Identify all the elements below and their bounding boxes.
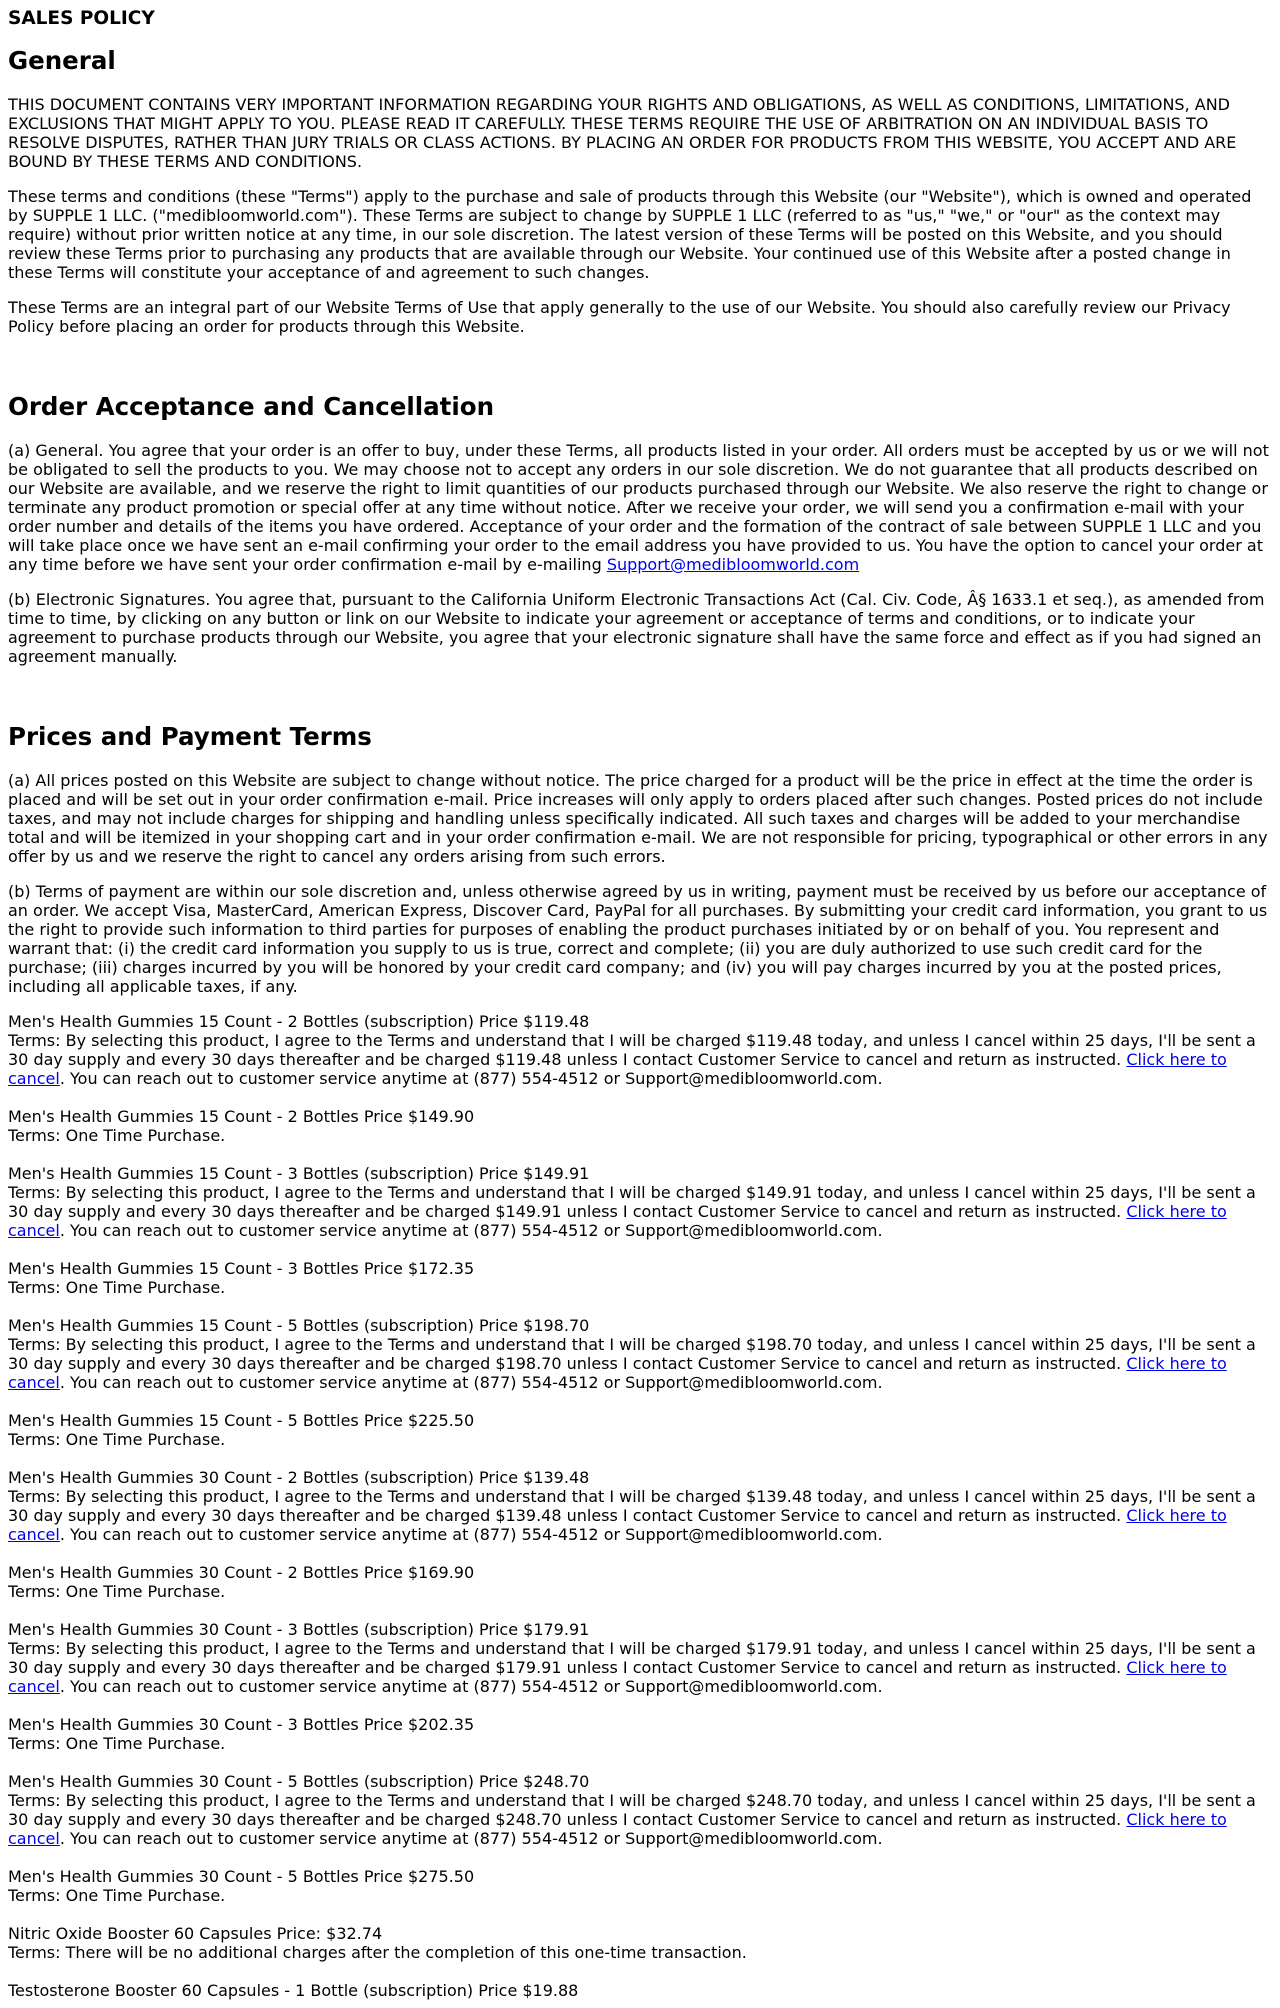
product-terms	[8, 1031, 1272, 1088]
product-terms	[8, 1183, 1272, 1240]
product-terms	[8, 1886, 1272, 1905]
product-title: Men's Health Gummies 30 Count - 3 Bottles Price $202.35	[8, 1715, 475, 1734]
product-contact-text: . You can reach out to customer service anytime at (877) 554-4512 or Support@medibloomworld.com.	[59, 1829, 883, 1848]
product-terms-text: Terms: By selecting this product, I agree to the Terms and understand that I will be charged $198.70 today, and unless I cancel within 25 days, I'll be sent a 30 day supply and every 30 days thereafter and be charged $198.70 unless I contact Customer Service to cancel and return as instructed.	[8, 1335, 1256, 1373]
product-entry	[8, 1164, 1272, 1240]
product-entry	[8, 1107, 1272, 1145]
product-terms	[8, 1582, 1272, 1601]
product-terms-text: Terms: One Time Purchase.	[8, 1278, 226, 1297]
product-contact-text: . You can reach out to customer service anytime at (877) 554-4512 or Support@medibloomworld.com.	[59, 1525, 883, 1544]
cancel-link[interactable]: Click here to cancel	[8, 1354, 1227, 1392]
product-contact-text: . You can reach out to customer service anytime at (877) 554-4512 or Support@medibloomworld.com.	[59, 1677, 883, 1696]
product-title: Men's Health Gummies 15 Count - 3 Bottles (subscription) Price $149.91	[8, 1164, 590, 1183]
support-email-link[interactable]: Support@medibloomworld.com	[606, 555, 860, 574]
order-paragraph-signatures: (b) Electronic Signatures. You agree that, pursuant to the California Uniform Electronic Transactions Act (Cal. Civ. Code, Â§ 1633.1 et seq.), as amended from time to time, by clicking on any button or link on our Website to indicate your agreement or acceptance of terms and conditions, or to indicate your agreement to purchase products through our Website, you agree that your electronic signature shall have the same force and effect as if you had signed an agreement manually.	[8, 590, 1265, 666]
product-terms	[8, 1734, 1272, 1753]
general-paragraph-1: THIS DOCUMENT CONTAINS VERY IMPORTANT INFORMATION REGARDING YOUR RIGHTS AND OBLIGATIONS, AS WELL AS CONDITIONS, LIMITATIONS, AND EXCLUSIONS THAT MIGHT APPLY TO YOU. PLEASE READ IT CAREFULLY. THESE TERMS REQUIRE THE USE OF ARBITRATION ON AN INDIVIDUAL BASIS TO RESOLVE DISPUTES, RATHER THAN JURY TRIALS OR CLASS ACTIONS. BY PLACING AN ORDER FOR PRODUCTS FROM THIS WEBSITE, YOU ACCEPT AND ARE BOUND BY THESE TERMS AND CONDITIONS.	[8, 95, 1237, 171]
product-entry	[8, 1772, 1272, 1848]
product-title: Men's Health Gummies 15 Count - 3 Bottles Price $172.35	[8, 1259, 475, 1278]
cancel-link[interactable]: Click here to cancel	[8, 1506, 1227, 1544]
product-terms-text: Terms: There will be no additional charges after the completion of this one-time transaction.	[8, 1943, 747, 1962]
cancel-link[interactable]: Click here to cancel	[8, 1810, 1227, 1848]
general-paragraph-3: These Terms are an integral part of our Website Terms of Use that apply generally to the use of our Website. You should also carefully review our Privacy Policy before placing an order for products through this Website.	[8, 298, 1231, 336]
cancel-link[interactable]: Click here to cancel	[8, 1050, 1227, 1088]
product-terms	[8, 1278, 1272, 1297]
cancel-link[interactable]: Click here to cancel	[8, 1202, 1227, 1240]
product-entry	[8, 1012, 1272, 1088]
product-terms-text: Terms: One Time Purchase.	[8, 1126, 226, 1145]
product-terms-text: Terms: By selecting this product, I agree to the Terms and understand that I will be charged $149.91 today, and unless I cancel within 25 days, I'll be sent a 30 day supply and every 30 days thereafter and be charged $149.91 unless I contact Customer Service to cancel and return as instructed.	[8, 1183, 1256, 1221]
product-contact-text: . You can reach out to customer service anytime at (877) 554-4512 or Support@medibloomworld.com.	[59, 1069, 883, 1088]
cancel-link[interactable]: Click here to cancel	[8, 1658, 1227, 1696]
product-terms-text: Terms: One Time Purchase.	[8, 1582, 226, 1601]
product-contact-text: . You can reach out to customer service anytime at (877) 554-4512 or Support@medibloomworld.com.	[59, 1221, 883, 1240]
product-title: Nitric Oxide Booster 60 Capsules Price: $32.74	[8, 1924, 383, 1943]
product-terms	[8, 1943, 1272, 1962]
general-paragraph-2: These terms and conditions (these "Terms") apply to the purchase and sale of products through this Website (our "Website"), which is owned and operated by SUPPLE 1 LLC. ("medibloomworld.com"). These Terms are subject to change by SUPPLE 1 LLC (referred to as "us," "we," or "our" as the context may require) without prior written notice at any time, in our sole discretion. The latest version of these Terms will be posted on this Website, and you should review these Terms prior to purchasing any products that are available through our Website. Your continued use of this Website after a posted change in these Terms will constitute your acceptance of and agreement to such changes.	[8, 187, 1252, 282]
product-terms-text: Terms: One Time Purchase.	[8, 1734, 226, 1753]
product-terms-text: Terms: By selecting this product, I agree to the Terms and understand that I will be charged $119.48 today, and unless I cancel within 25 days, I'll be sent a 30 day supply and every 30 days thereafter and be charged $119.48 unless I contact Customer Service to cancel and return as instructed.	[8, 1031, 1256, 1069]
product-entry	[8, 1981, 1272, 2000]
product-title: Men's Health Gummies 30 Count - 5 Bottles Price $275.50	[8, 1867, 475, 1886]
product-terms	[8, 1126, 1272, 1145]
order-paragraph-general-text: (a) General. You agree that your order is an offer to buy, under these Terms, all products listed in your order. All orders must be accepted by us or we will not be obligated to sell the products to you. We may choose not to accept any orders in our sole discretion. We do not guarantee that all products described on our Website are available, and we reserve the right to limit quantities of our products purchased through our Website. We also reserve the right to change or terminate any product promotion or special offer at any time without notice. After we receive your order, we will send you a confirmation e-mail with your order number and details of the items you have ordered. Acceptance of your order and the formation of the contract of sale between SUPPLE 1 LLC and you will take place once we have sent an e-mail confirming your order to the email address you have provided to us. You have the option to cancel your order at any time before we have sent your order confirmation e-mail by e-mailing	[8, 441, 1269, 574]
section-heading-order: Order Acceptance and Cancellation	[8, 392, 495, 421]
product-title: Men's Health Gummies 30 Count - 5 Bottles (subscription) Price $248.70	[8, 1772, 590, 1791]
sales-policy-page	[0, 8, 1280, 2000]
product-title: Men's Health Gummies 15 Count - 2 Bottles (subscription) Price $119.48	[8, 1012, 590, 1031]
product-terms	[8, 1430, 1272, 1449]
product-entry	[8, 1924, 1272, 1962]
product-terms	[8, 1487, 1272, 1544]
product-terms-text: Terms: By selecting this product, I agree to the Terms and understand that I will be charged $139.48 today, and unless I cancel within 25 days, I'll be sent a 30 day supply and every 30 days thereafter and be charged $139.48 unless I contact Customer Service to cancel and return as instructed.	[8, 1487, 1256, 1525]
product-terms-text: Terms: By selecting this product, I agree to the Terms and understand that I will be charged $248.70 today, and unless I cancel within 25 days, I'll be sent a 30 day supply and every 30 days thereafter and be charged $248.70 unless I contact Customer Service to cancel and return as instructed.	[8, 1791, 1256, 1829]
prices-paragraph-a: (a) All prices posted on this Website are subject to change without notice. The price charged for a product will be the price in effect at the time the order is placed and will be set out in your order confirmation e-mail. Price increases will only apply to orders placed after such changes. Posted prices do not include taxes, and may not include charges for shipping and handling unless specifically indicated. All such taxes and charges will be added to your merchandise total and will be itemized in your shopping cart and in your order confirmation e-mail. We are not responsible for pricing, typographical or other errors in any offer by us and we reserve the right to cancel any orders arising from such errors.	[8, 771, 1268, 866]
section-heading-prices: Prices and Payment Terms	[8, 722, 372, 751]
product-title: Men's Health Gummies 30 Count - 2 Bottles (subscription) Price $139.48	[8, 1468, 590, 1487]
prices-paragraph-b: (b) Terms of payment are within our sole discretion and, unless otherwise agreed by us in writing, payment must be received by us before our acceptance of an order. We accept Visa, MasterCard, American Express, Discover Card, PayPal for all purchases. By submitting your credit card information, you grant to us the right to provide such information to third parties for purposes of enabling the product purchases initiated by or on behalf of you. You represent and warrant that: (i) the credit card information you supply to us is true, correct and complete; (ii) you are duly authorized to use such credit card for the purchase; (iii) charges incurred by you will be honored by your credit card company; and (iv) you will pay charges incurred by you at the posted prices, including all applicable taxes, if any.	[8, 882, 1268, 996]
product-entry	[8, 1620, 1272, 1696]
product-entry	[8, 1259, 1272, 1297]
order-paragraph-general	[8, 441, 1272, 574]
section-heading-general: General	[8, 46, 116, 75]
product-list	[8, 1012, 1272, 2000]
product-title: Men's Health Gummies 15 Count - 5 Bottles (subscription) Price $198.70	[8, 1316, 590, 1335]
product-title: Men's Health Gummies 30 Count - 3 Bottles (subscription) Price $179.91	[8, 1620, 590, 1639]
product-title: Men's Health Gummies 30 Count - 2 Bottles Price $169.90	[8, 1563, 475, 1582]
product-terms	[8, 1791, 1272, 1848]
product-entry	[8, 1715, 1272, 1753]
product-entry	[8, 1316, 1272, 1392]
product-entry	[8, 1411, 1272, 1449]
product-title: Men's Health Gummies 15 Count - 2 Bottles Price $149.90	[8, 1107, 475, 1126]
product-entry	[8, 1563, 1272, 1601]
page-title: SALES POLICY	[8, 8, 155, 29]
product-entry	[8, 1468, 1272, 1544]
product-entry	[8, 1867, 1272, 1905]
product-terms-text: Terms: One Time Purchase.	[8, 1886, 226, 1905]
product-terms-text: Terms: One Time Purchase.	[8, 1430, 226, 1449]
product-terms-text: Terms: By selecting this product, I agree to the Terms and understand that I will be charged $179.91 today, and unless I cancel within 25 days, I'll be sent a 30 day supply and every 30 days thereafter and be charged $179.91 unless I contact Customer Service to cancel and return as instructed.	[8, 1639, 1256, 1677]
product-title: Testosterone Booster 60 Capsules - 1 Bottle (subscription) Price $19.88	[8, 1981, 579, 2000]
product-title: Men's Health Gummies 15 Count - 5 Bottles Price $225.50	[8, 1411, 475, 1430]
product-terms	[8, 1335, 1272, 1392]
product-terms	[8, 1639, 1272, 1696]
product-contact-text: . You can reach out to customer service anytime at (877) 554-4512 or Support@medibloomworld.com.	[59, 1373, 883, 1392]
